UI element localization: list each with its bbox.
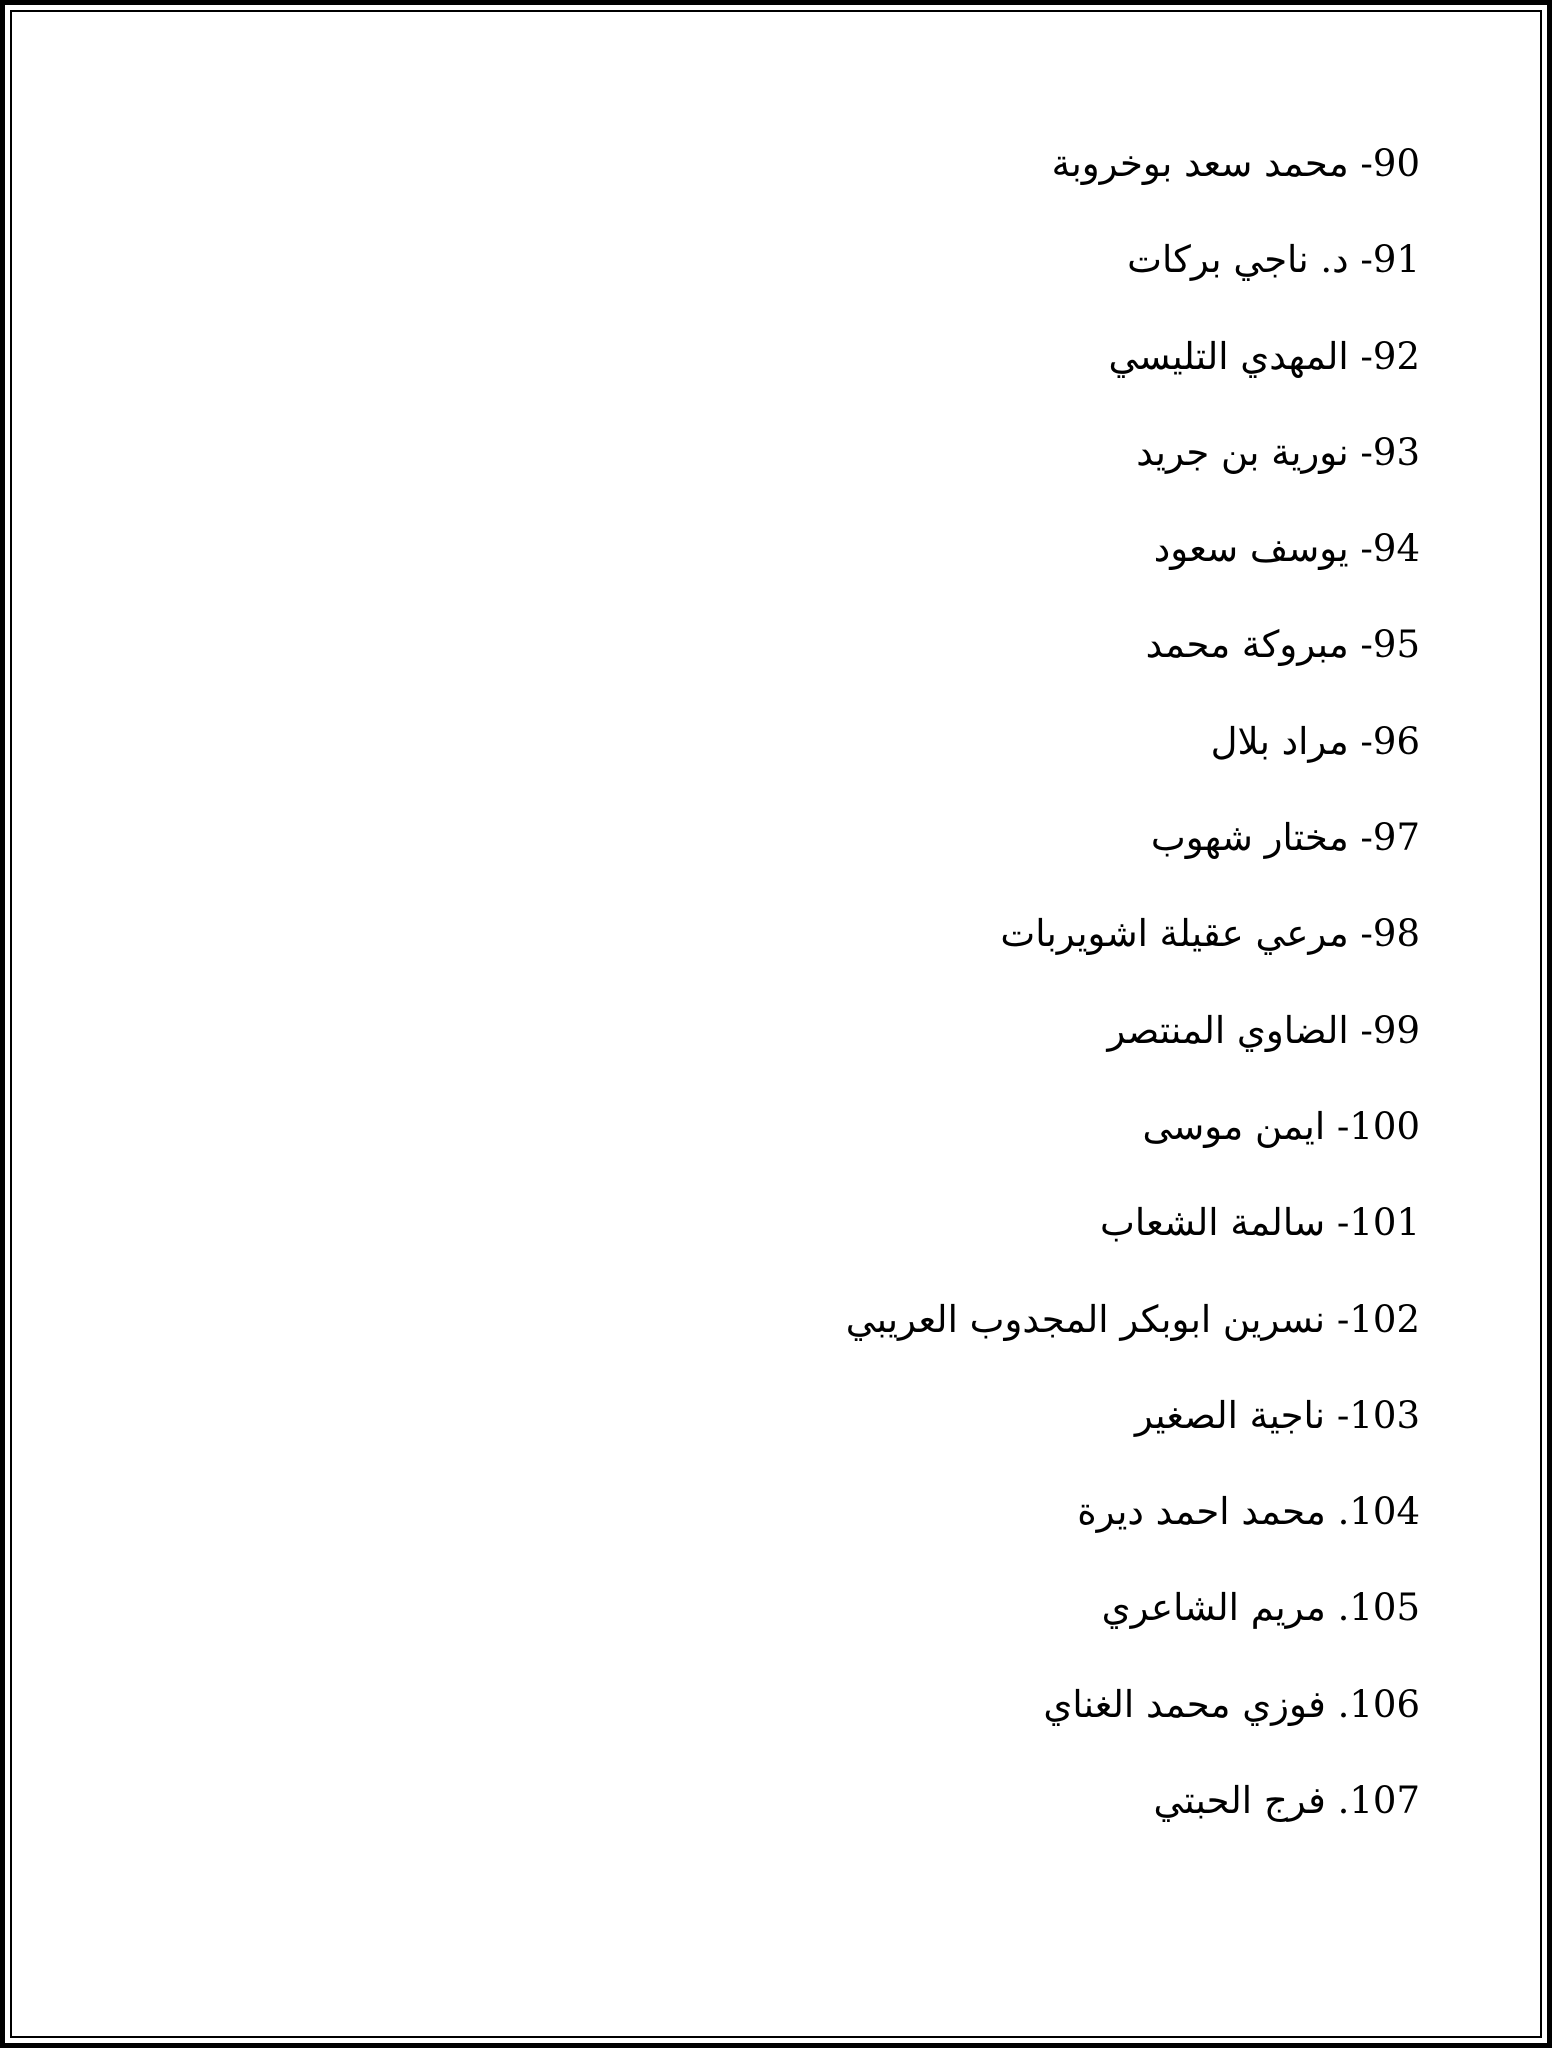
list-item bbox=[320, 806, 1420, 902]
list-item-text: 98- مرعي عقيلة اشويربات bbox=[1000, 912, 1420, 956]
list-item-text: 104. محمد احمد ديرة bbox=[1077, 1490, 1420, 1534]
names-list bbox=[320, 132, 1420, 1865]
list-item bbox=[320, 1288, 1420, 1384]
list-item bbox=[320, 517, 1420, 613]
list-item bbox=[320, 1576, 1420, 1672]
list-item-text: 102- نسرين ابوبكر المجدوب العريبي bbox=[845, 1297, 1420, 1341]
list-item-text: 107. فرج الحبتي bbox=[1153, 1779, 1420, 1823]
list-item-text: 100- ايمن موسى bbox=[1142, 1104, 1420, 1148]
list-item-text: 97- مختار شهوب bbox=[1150, 816, 1420, 860]
list-item-text: 90- محمد سعد بوخروبة bbox=[1051, 142, 1420, 185]
list-item bbox=[320, 1191, 1420, 1287]
list-item-text: 96- مراد بلال bbox=[1210, 719, 1420, 763]
list-item bbox=[320, 325, 1420, 421]
list-item-text: 106. فوزي محمد الغناي bbox=[1043, 1682, 1420, 1726]
list-item bbox=[320, 1673, 1420, 1769]
list-item-text: 92- المهدي التليسي bbox=[1108, 334, 1420, 378]
list-item-text: 103- ناجية الصغير bbox=[1134, 1393, 1420, 1437]
list-item bbox=[320, 1480, 1420, 1576]
list-item-text: 105. مريم الشاعري bbox=[1101, 1586, 1420, 1630]
list-item bbox=[320, 613, 1420, 709]
list-item bbox=[320, 1769, 1420, 1865]
list-item bbox=[320, 710, 1420, 806]
list-item-text: 101- سالمة الشعاب bbox=[1100, 1201, 1420, 1245]
list-item-text: 99- الضاوي المنتصر bbox=[1107, 1008, 1420, 1052]
list-item-text: 91- د. ناجي بركات bbox=[1127, 238, 1420, 282]
list-item-text: 93- نورية بن جريد bbox=[1136, 430, 1420, 474]
list-item bbox=[320, 902, 1420, 998]
list-item bbox=[320, 421, 1420, 517]
list-item bbox=[320, 1384, 1420, 1480]
list-item-text: 95- مبروكة محمد bbox=[1145, 623, 1420, 667]
list-item bbox=[320, 228, 1420, 324]
list-item-text: 94- يوسف سعود bbox=[1153, 527, 1420, 571]
list-item bbox=[320, 999, 1420, 1095]
list-item bbox=[320, 132, 1420, 228]
list-item bbox=[320, 1095, 1420, 1191]
